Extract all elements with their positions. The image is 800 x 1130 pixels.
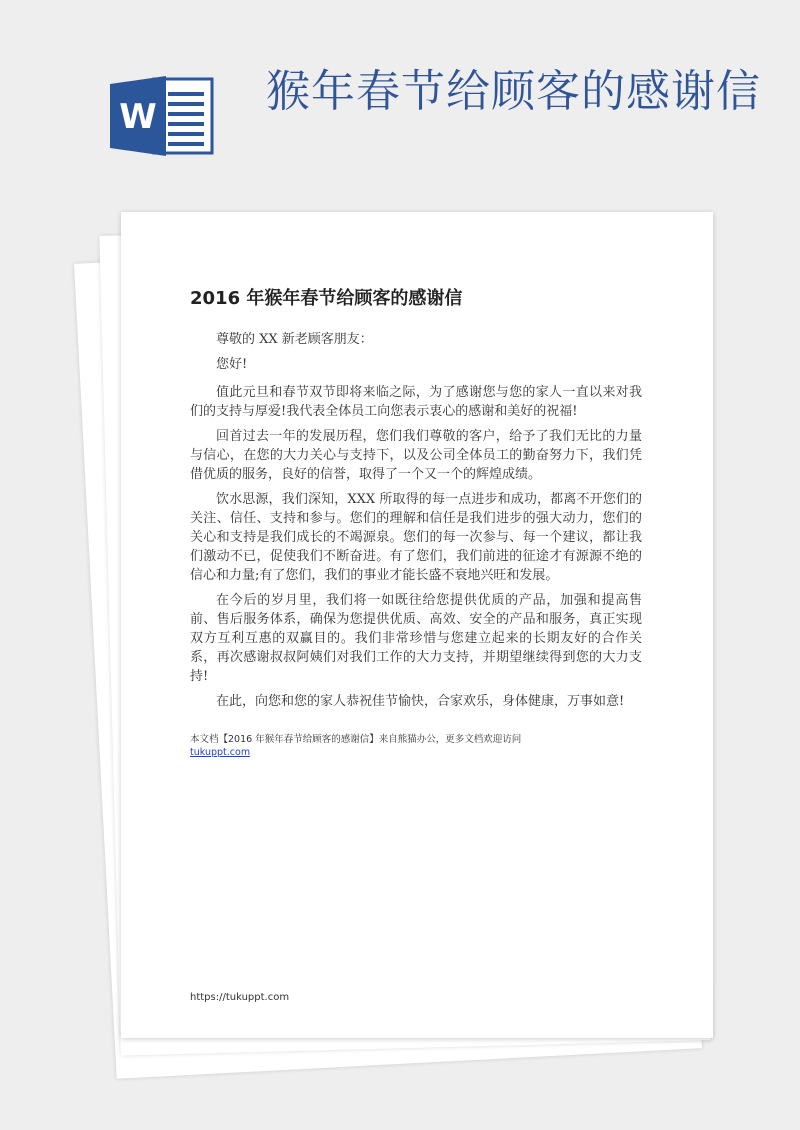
paragraph-5: 在此，向您和您的家人恭祝佳节愉快，合家欢乐，身体健康，万事如意! bbox=[216, 694, 625, 709]
word-icon bbox=[110, 76, 214, 156]
document-title: 2016 年猴年春节给顾客的感谢信 bbox=[190, 288, 463, 309]
paragraph-1: 值此元旦和春节双节即将来临之际，为了感谢您与您的家人一直以来对我们的支持与厚爱!我代表全体员工向您表示衷心的感谢和美好的祝福! bbox=[190, 385, 642, 419]
svg-text:W: W bbox=[119, 97, 157, 137]
footer-link[interactable]: tukuppt.com bbox=[190, 747, 251, 758]
greeting: 您好! bbox=[216, 357, 248, 372]
salutation: 尊敬的 XX 新老顾客朋友： bbox=[216, 332, 373, 347]
paragraph-3: 饮水思源，我们深知，XXX 所取得的每一点进步和成功，都离不开您们的关注、信任、支持和参与。您们的理解和信任是我们进步的强大动力，您们的关心和支持是我们成长的不竭源泉。您们的每一次参与、每一个建议，都让我们激动不已，促使我们不断奋进。有了您们，我们前进的征途才有源源不绝的信心和力量;有了您们，我们的事业才能长盛不衰地兴旺和发展。 bbox=[190, 492, 642, 583]
letter-body bbox=[190, 330, 642, 717]
paragraph-2: 回首过去一年的发展历程，您们我们尊敬的客户，给予了我们无比的力量与信心，在您的大力关心与支持下，以及公司全体员工的勤奋努力下，我们凭借优质的服务，良好的信誉，取得了一个又一个的辉煌成绩。 bbox=[190, 429, 642, 482]
paragraph-4: 在今后的岁月里，我们将一如既往给您提供优质的产品，加强和提高售前、售后服务体系，确保为您提供优质、高效、安全的产品和服务，真正实现双方互利互惠的双赢目的。我们非常珍惜与您建立起来的长期友好的合作关系，再次感谢叔叔阿姨们对我们工作的大力支持，并期望继续得到您的大力支持! bbox=[190, 593, 642, 684]
footer-note bbox=[190, 733, 660, 759]
header-title: 猴年春节给顾客的感谢信 bbox=[266, 66, 761, 117]
footer-note-text: 本文档【2016 年猴年春节给顾客的感谢信】来自熊猫办公，更多文档欢迎访问 bbox=[190, 734, 522, 745]
page-url: https://tukuppt.com bbox=[190, 992, 290, 1003]
